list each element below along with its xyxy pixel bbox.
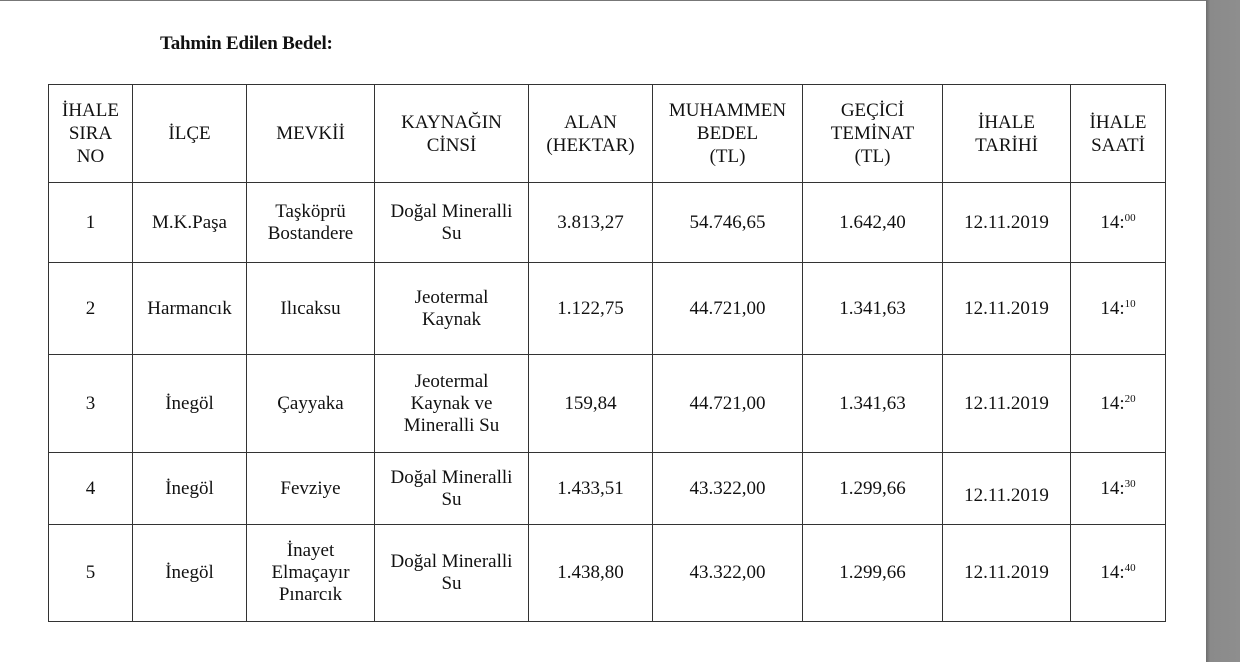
cell-no: 1 [49, 183, 133, 263]
cell-saat: 14:$^{40}$ [1071, 525, 1166, 622]
header-kaynak-cinsi: KAYNAĞIN CİNSİ [375, 85, 529, 183]
cell-teminat: 1.299,66 [803, 525, 943, 622]
header-muhammen-bedel: MUHAMMEN BEDEL (TL) [653, 85, 803, 183]
cell-alan: 1.433,51 [529, 453, 653, 525]
cell-alan: 3.813,27 [529, 183, 653, 263]
cell-no: 2 [49, 263, 133, 355]
cell-ilce: İnegöl [133, 525, 247, 622]
table-row [49, 525, 1166, 622]
cell-mevki: Fevziye [247, 453, 375, 525]
header-alan: ALAN (HEKTAR) [529, 85, 653, 183]
cell-alan: 1.438,80 [529, 525, 653, 622]
cell-mevki: Taşköprü Bostandere [247, 183, 375, 263]
cell-ilce: M.K.Paşa [133, 183, 247, 263]
page-edge [0, 0, 1206, 1]
cell-bedel: 44.721,00 [653, 263, 803, 355]
cell-tarih: 12.11.2019 [943, 355, 1071, 453]
cell-alan: 159,84 [529, 355, 653, 453]
cell-saat: 14:$^{20}$ [1071, 355, 1166, 453]
header-ihale-tarihi: İHALE TARİHİ [943, 85, 1071, 183]
cell-ilce: İnegöl [133, 453, 247, 525]
cell-mevki: Ilıcaksu [247, 263, 375, 355]
table-row [49, 263, 1166, 355]
cell-ilce: İnegöl [133, 355, 247, 453]
cell-kaynak: Jeotermal Kaynak ve Mineralli Su [375, 355, 529, 453]
cell-tarih: 12.11.2019 [943, 183, 1071, 263]
cell-mevki: Çayyaka [247, 355, 375, 453]
tender-table [48, 84, 1166, 622]
cell-tarih: 12.11.2019 [943, 453, 1071, 525]
cell-teminat: 1.642,40 [803, 183, 943, 263]
cell-bedel: 54.746,65 [653, 183, 803, 263]
cell-kaynak: Doğal Mineralli Su [375, 525, 529, 622]
cell-alan: 1.122,75 [529, 263, 653, 355]
cell-no: 5 [49, 525, 133, 622]
cell-mevki: İnayet Elmaçayır Pınarcık [247, 525, 375, 622]
cell-ilce: Harmancık [133, 263, 247, 355]
cell-teminat: 1.299,66 [803, 453, 943, 525]
header-gecici-teminat: GEÇİCİ TEMİNAT (TL) [803, 85, 943, 183]
header-sira-no: İHALE SIRA NO [49, 85, 133, 183]
cell-tarih: 12.11.2019 [943, 525, 1071, 622]
table-row [49, 453, 1166, 525]
cell-no: 4 [49, 453, 133, 525]
cell-kaynak: Doğal Mineralli Su [375, 453, 529, 525]
cell-kaynak: Doğal Mineralli Su [375, 183, 529, 263]
header-row [49, 85, 1166, 183]
cell-tarih: 12.11.2019 [943, 263, 1071, 355]
cell-bedel: 44.721,00 [653, 355, 803, 453]
table-row [49, 355, 1166, 453]
header-ilce: İLÇE [133, 85, 247, 183]
cell-no: 3 [49, 355, 133, 453]
cell-bedel: 43.322,00 [653, 525, 803, 622]
header-mevki: MEVKİİ [247, 85, 375, 183]
cell-saat: 14:$^{00}$ [1071, 183, 1166, 263]
cell-bedel: 43.322,00 [653, 453, 803, 525]
cell-teminat: 1.341,63 [803, 355, 943, 453]
cell-saat: 14:$^{10}$ [1071, 263, 1166, 355]
cell-saat: 14:$^{30}$ [1071, 453, 1166, 525]
table-row [49, 183, 1166, 263]
header-ihale-saati: İHALE SAATİ [1071, 85, 1166, 183]
viewer-background [1206, 0, 1240, 662]
section-heading: Tahmin Edilen Bedel: [160, 33, 333, 54]
cell-kaynak: Jeotermal Kaynak [375, 263, 529, 355]
cell-teminat: 1.341,63 [803, 263, 943, 355]
